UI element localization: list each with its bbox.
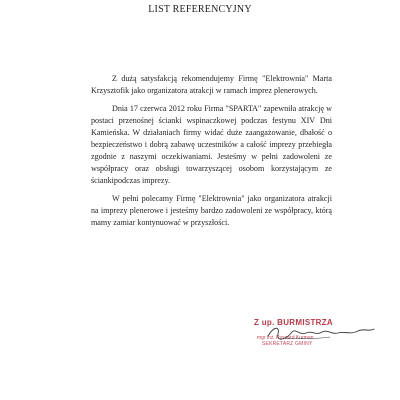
- handwritten-signature: [266, 322, 376, 344]
- letter-body: [91, 73, 332, 235]
- stamp-position: SEKRETARZ GMINY: [262, 341, 313, 347]
- paragraph-event-description: Dnia 17 czerwca 2012 roku Firma "SPARTA" zapewniła atrakcję w postaci przenośnej ścianki wspinaczkowej podczas festynu XIV Dni Kamieńska. W działaniach firmy widać duże zaangażowanie, dbałość o bezpieczeństwo i dobrą zabawę uczestników a całość imprezy przebiegła zgodnie z naszymi oczekiwaniami. Jesteśmy w pełni zadowoleni ze współpracy oraz obsługi towarzyszącej osobom korzystającym ze ściankipodczas imprezy.: [91, 104, 332, 185]
- paragraph-recommendation: Z dużą satysfakcją rekomendujemy Firmę "Elektrownia" Marta Krzysztofik jako organizatora atrakcji w ramach imprez plenerowych.: [91, 74, 332, 95]
- document-title: LIST REFERENCYJNY: [148, 4, 252, 15]
- stamp-name: mgr inż. Ryszard Kurman: [257, 335, 314, 341]
- paragraph-closing: W pełni polecamy Firmę "Elektrownia" jako organizatora atrakcji na imprezy plenerowe i jesteśmy bardzo zadowoleni ze współpracy, którą mamy zamiar kontynuować w przyszłości.: [91, 194, 332, 227]
- stamp-title: Z up. BURMISTRZA: [254, 318, 334, 327]
